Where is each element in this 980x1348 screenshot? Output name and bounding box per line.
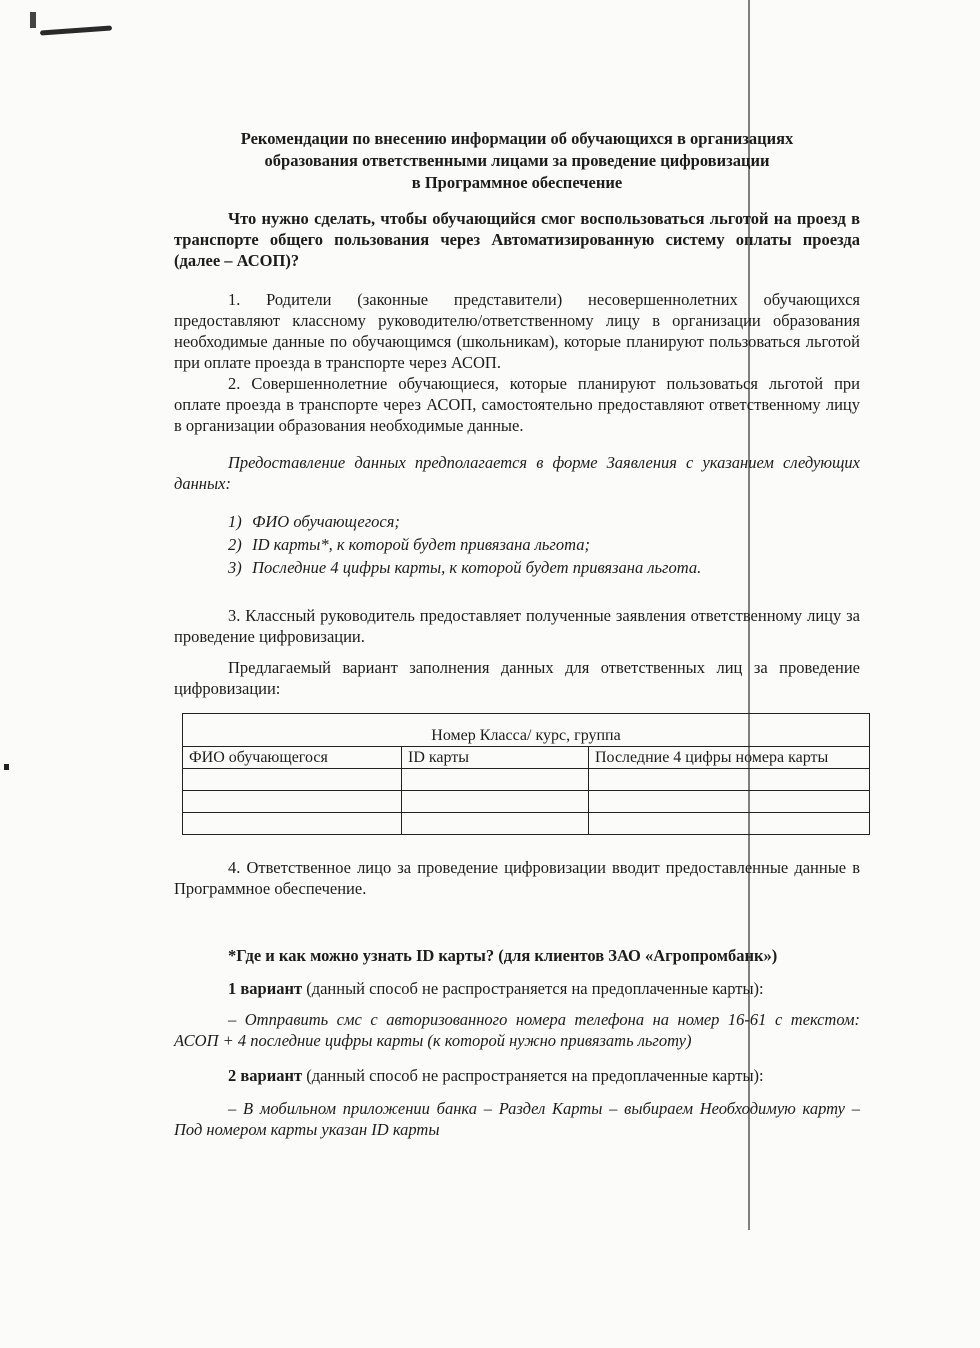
item-number: 1) bbox=[228, 512, 242, 531]
table-cell bbox=[589, 813, 870, 835]
list-item bbox=[228, 556, 860, 579]
table-header: Номер Класса/ курс, группа bbox=[183, 714, 870, 747]
table-cell bbox=[589, 769, 870, 791]
table-cell bbox=[183, 769, 402, 791]
fields-list bbox=[174, 510, 860, 579]
column-header: Последние 4 цифры номера карты bbox=[589, 747, 870, 769]
column-header: ФИО обучающегося bbox=[183, 747, 402, 769]
form-note: Предоставление данных предполагается в форме Заявления с указанием следующих данных: bbox=[174, 453, 860, 493]
column-header: ID карты bbox=[402, 747, 589, 769]
table-columns-row bbox=[183, 747, 870, 769]
table-cell bbox=[183, 813, 402, 835]
table-intro: Предлагаемый вариант заполнения данных для ответственных лиц за проведение цифровизации: bbox=[174, 658, 860, 698]
variant-label: 1 вариант bbox=[228, 979, 303, 998]
scan-artifact bbox=[4, 764, 9, 770]
title-line: Рекомендации по внесению информации об обучающихся в организациях bbox=[240, 129, 794, 148]
table-row bbox=[183, 769, 870, 791]
variant-1-heading bbox=[174, 978, 860, 999]
item-text: ID карты*, к которой будет привязана льгота; bbox=[252, 535, 590, 554]
table-row bbox=[183, 791, 870, 813]
title-line: в Программное обеспечение bbox=[411, 173, 623, 192]
item-number: 2) bbox=[228, 535, 242, 554]
table-cell bbox=[183, 791, 402, 813]
variant-note: (данный способ не распространяется на предоплаченные карты): bbox=[302, 1066, 764, 1085]
table-row bbox=[183, 813, 870, 835]
paragraph-3: 3. Классный руководитель предоставляет полученные заявления ответственному лицу за проведение цифровизации. bbox=[174, 606, 860, 646]
item-number: 3) bbox=[228, 558, 242, 577]
variant-label: 2 вариант bbox=[228, 1066, 303, 1085]
title-line: образования ответственными лицами за проведение цифровизации bbox=[264, 151, 770, 170]
variant-2-instruction: – В мобильном приложении банка – Раздел Карты – выбираем Необходимую карту – Под номером карты указан ID карты bbox=[174, 1099, 860, 1139]
table-cell bbox=[402, 813, 589, 835]
list-item bbox=[228, 533, 860, 556]
data-table bbox=[182, 713, 870, 835]
document-page bbox=[174, 128, 860, 1140]
paragraph-4: 4. Ответственное лицо за проведение цифровизации вводит предоставленные данные в Программное обеспечение. bbox=[174, 858, 860, 898]
document-title bbox=[174, 128, 860, 194]
table-cell bbox=[589, 791, 870, 813]
scan-artifact bbox=[30, 12, 36, 28]
table-header-row bbox=[183, 714, 870, 747]
variant-1-instruction: – Отправить смс с авторизованного номера телефона на номер 16-61 с текстом: АСОП + 4 последние цифры карты (к которой нужно привязать льготу) bbox=[174, 1010, 860, 1050]
variant-note: (данный способ не распространяется на предоплаченные карты): bbox=[302, 979, 764, 998]
scan-artifact bbox=[40, 25, 112, 35]
item-text: Последние 4 цифры карты, к которой будет привязана льгота. bbox=[252, 558, 702, 577]
id-section-title: *Где и как можно узнать ID карты? (для клиентов ЗАО «Агропромбанк») bbox=[228, 946, 778, 965]
table-cell bbox=[402, 791, 589, 813]
list-item bbox=[228, 510, 860, 533]
table-cell bbox=[402, 769, 589, 791]
paragraph-2: 2. Совершеннолетние обучающиеся, которые планируют пользоваться льготой при оплате проезда в транспорте через АСОП, самостоятельно предоставляют ответственному лицу в организации образования необходимые данные. bbox=[174, 374, 860, 435]
paragraph-1: 1. Родители (законные представители) несовершеннолетних обучающихся предоставляют классному руководителю/ответственному лицу в организации образования необходимые данные по обучающимся (школьникам), которые планируют пользоваться льготой при оплате проезда в транспорте через АСОП. bbox=[174, 290, 860, 372]
variant-2-heading bbox=[174, 1065, 860, 1086]
item-text: ФИО обучающегося; bbox=[252, 512, 400, 531]
question: Что нужно сделать, чтобы обучающийся смог воспользоваться льготой на проезд в транспорте общего пользования через Автоматизированную систему оплаты проезда (далее – АСОП)? bbox=[174, 209, 860, 270]
